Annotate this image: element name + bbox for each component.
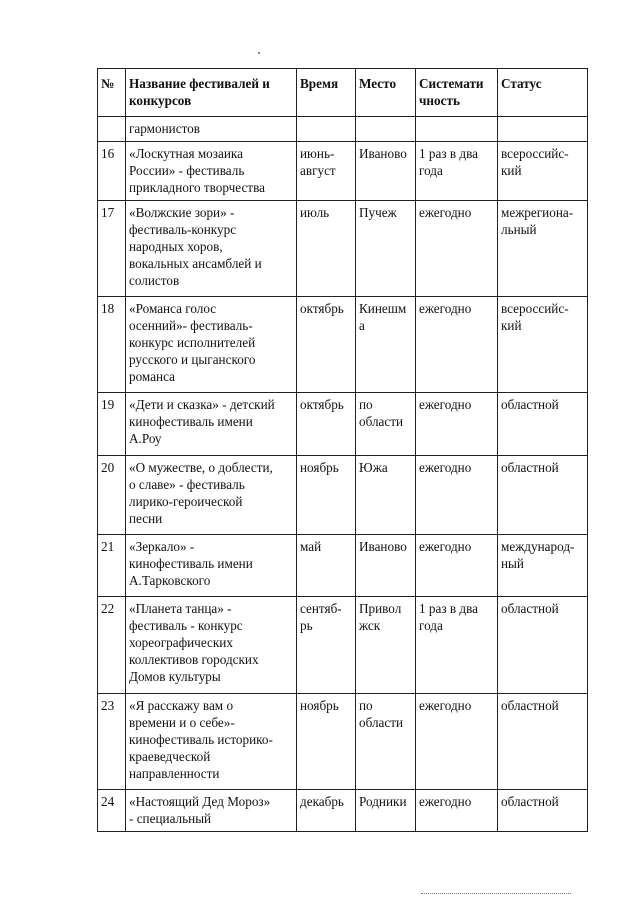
cell-place: Родники bbox=[356, 790, 416, 832]
scan-artifact-line bbox=[421, 893, 571, 895]
header-status: Статус bbox=[498, 69, 588, 117]
cell-name: «Настоящий Дед Мороз» - специальный bbox=[126, 790, 297, 832]
table-header-row bbox=[98, 69, 588, 117]
cell-status: областной bbox=[498, 393, 588, 456]
table-row bbox=[98, 790, 588, 832]
cell-status: межрегиона- льный bbox=[498, 201, 588, 297]
cell-name: «Романса голос осенний»- фестиваль- конкурс исполнителей русского и цыганского романса bbox=[126, 297, 297, 393]
cell-num: 22 bbox=[98, 597, 126, 694]
cell-time: сентяб- рь bbox=[297, 597, 356, 694]
cell-num: 18 bbox=[98, 297, 126, 393]
cell-status: международ- ный bbox=[498, 535, 588, 597]
table-row bbox=[98, 694, 588, 790]
cell-place: по области bbox=[356, 694, 416, 790]
scan-dot bbox=[258, 52, 260, 54]
cell-system: 1 раз в два года bbox=[416, 597, 498, 694]
cell-name: «О мужестве, о доблести, о славе» - фестиваль лирико-героической песни bbox=[126, 456, 297, 535]
cell-num bbox=[98, 117, 126, 142]
cell-place: Кинешм а bbox=[356, 297, 416, 393]
header-place: Место bbox=[356, 69, 416, 117]
cell-system: ежегодно bbox=[416, 393, 498, 456]
cell-num: 19 bbox=[98, 393, 126, 456]
cell-place bbox=[356, 117, 416, 142]
table-row bbox=[98, 597, 588, 694]
cell-system: ежегодно bbox=[416, 297, 498, 393]
cell-time: май bbox=[297, 535, 356, 597]
table-row bbox=[98, 201, 588, 297]
cell-place: Привол жск bbox=[356, 597, 416, 694]
cell-place: Иваново bbox=[356, 535, 416, 597]
cell-num: 21 bbox=[98, 535, 126, 597]
cell-time: июль bbox=[297, 201, 356, 297]
cell-system: 1 раз в два года bbox=[416, 142, 498, 201]
cell-num: 16 bbox=[98, 142, 126, 201]
header-time: Время bbox=[297, 69, 356, 117]
table-row bbox=[98, 456, 588, 535]
header-num: № bbox=[98, 69, 126, 117]
cell-time: декабрь bbox=[297, 790, 356, 832]
cell-system: ежегодно bbox=[416, 790, 498, 832]
cell-time: октябрь bbox=[297, 393, 356, 456]
cell-num: 24 bbox=[98, 790, 126, 832]
table-row bbox=[98, 535, 588, 597]
cell-status: всероссийс- кий bbox=[498, 297, 588, 393]
cell-status bbox=[498, 117, 588, 142]
cell-system: ежегодно bbox=[416, 456, 498, 535]
cell-status: областной bbox=[498, 790, 588, 832]
cell-status: всероссийс- кий bbox=[498, 142, 588, 201]
cell-name: «Зеркало» - кинофестиваль имени А.Тарковского bbox=[126, 535, 297, 597]
header-name: Название фестивалей и конкурсов bbox=[126, 69, 297, 117]
cell-num: 17 bbox=[98, 201, 126, 297]
cell-num: 20 bbox=[98, 456, 126, 535]
cell-system: ежегодно bbox=[416, 201, 498, 297]
cell-time: ноябрь bbox=[297, 456, 356, 535]
cell-system: ежегодно bbox=[416, 535, 498, 597]
cell-status: областной bbox=[498, 456, 588, 535]
cell-name: «Дети и сказка» - детский кинофестиваль имени А.Роу bbox=[126, 393, 297, 456]
cell-name: гармонистов bbox=[126, 117, 297, 142]
table-row bbox=[98, 142, 588, 201]
cell-status: областной bbox=[498, 694, 588, 790]
header-system: Системати чность bbox=[416, 69, 498, 117]
cell-status: областной bbox=[498, 597, 588, 694]
cell-name: «Планета танца» - фестиваль - конкурс хореографических коллективов городских Домов культуры bbox=[126, 597, 297, 694]
cell-name: «Я расскажу вам о времени и о себе»- кинофестиваль историко- краеведческой направленности bbox=[126, 694, 297, 790]
cell-system bbox=[416, 117, 498, 142]
cell-time: ноябрь bbox=[297, 694, 356, 790]
cell-place: Южа bbox=[356, 456, 416, 535]
cell-system: ежегодно bbox=[416, 694, 498, 790]
table-row bbox=[98, 297, 588, 393]
festivals-table bbox=[97, 68, 588, 832]
cell-name: «Лоскутная мозаика России» - фестиваль прикладного творчества bbox=[126, 142, 297, 201]
table-row bbox=[98, 393, 588, 456]
cell-time: июнь- август bbox=[297, 142, 356, 201]
cell-time: октябрь bbox=[297, 297, 356, 393]
cell-name: «Волжские зори» - фестиваль-конкурс народных хоров, вокальных ансамблей и солистов bbox=[126, 201, 297, 297]
table-row-continuation bbox=[98, 117, 588, 142]
cell-place: Иваново bbox=[356, 142, 416, 201]
cell-place: по области bbox=[356, 393, 416, 456]
cell-place: Пучеж bbox=[356, 201, 416, 297]
cell-time bbox=[297, 117, 356, 142]
cell-num: 23 bbox=[98, 694, 126, 790]
